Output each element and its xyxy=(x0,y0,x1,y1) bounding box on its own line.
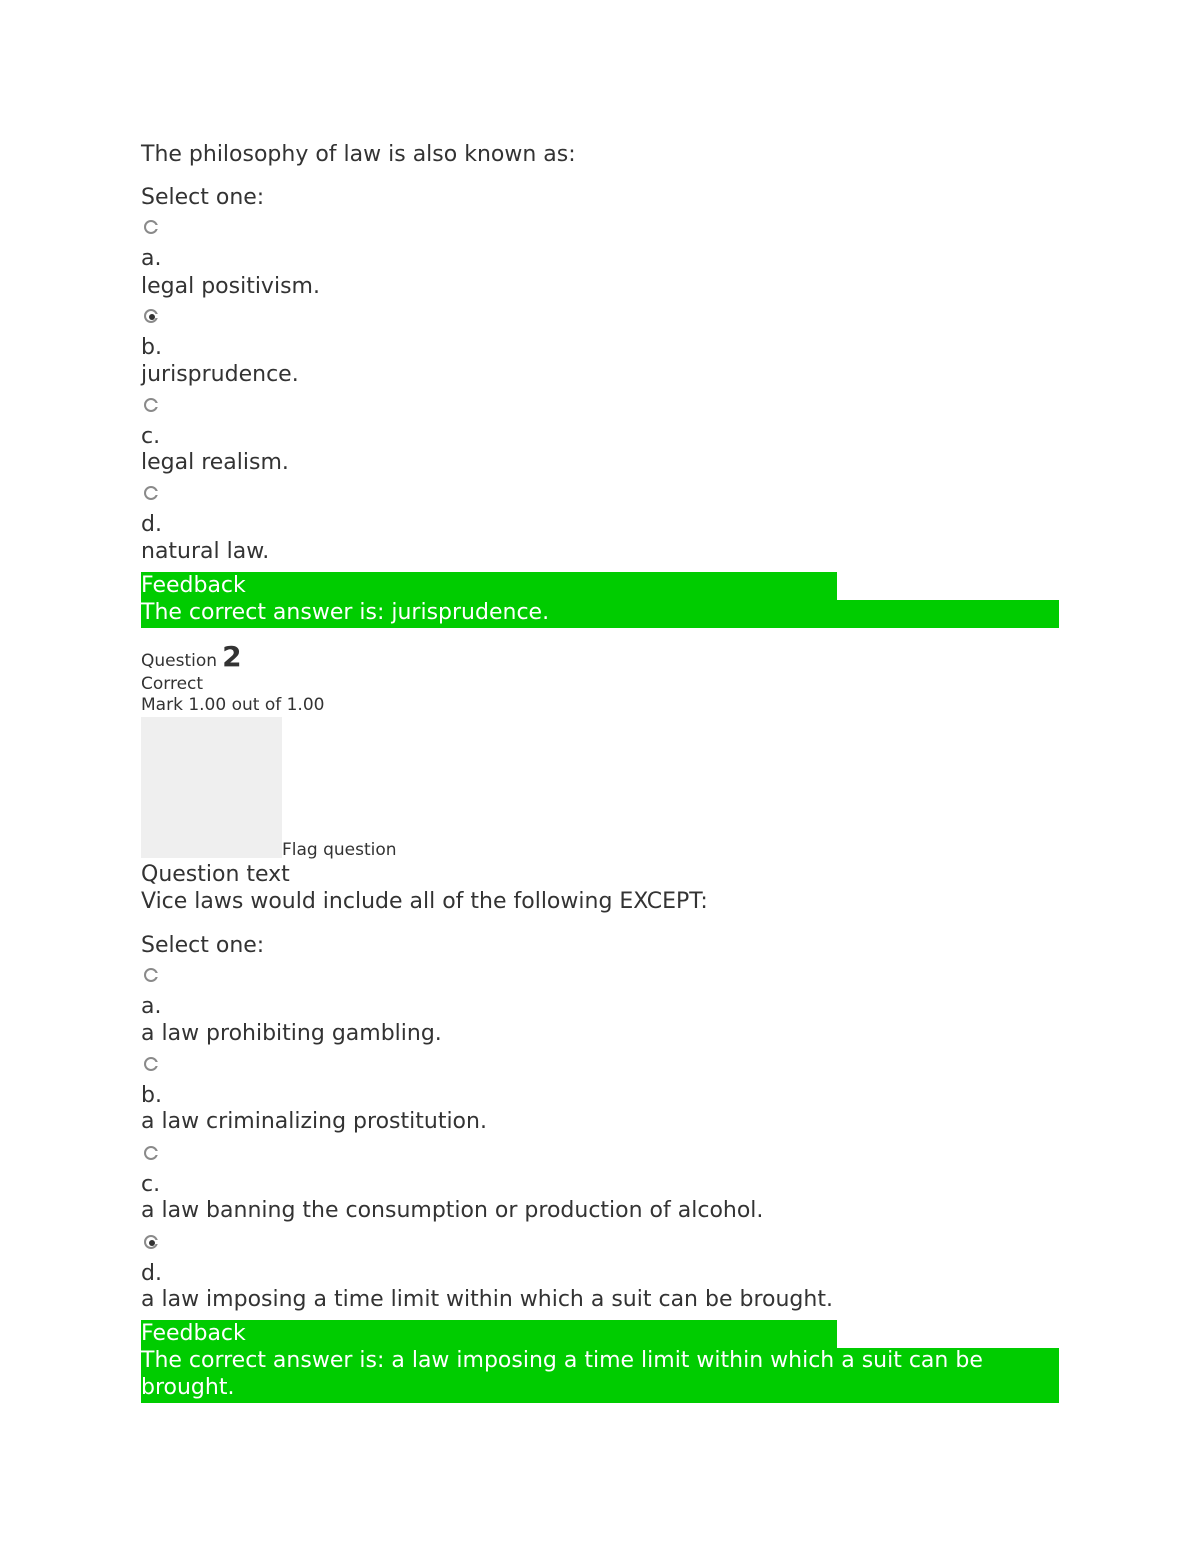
question-2-text: Vice laws would include all of the following EXCEPT: xyxy=(141,889,708,914)
q2-feedback-text-line2: brought. xyxy=(141,1375,235,1400)
q1-option-c-letter: c. xyxy=(141,424,161,449)
q1-option-a-text[interactable]: legal positivism. xyxy=(141,274,320,299)
flag-icon[interactable] xyxy=(141,717,282,858)
q1-option-d-radio[interactable] xyxy=(144,486,158,500)
question-label: Question xyxy=(141,651,218,671)
question-2-header xyxy=(141,640,242,673)
q2-option-c-text[interactable]: a law banning the consumption or production of alcohol. xyxy=(141,1198,764,1223)
q2-feedback-label: Feedback xyxy=(141,1321,246,1346)
q2-option-c-letter: c. xyxy=(141,1172,161,1197)
q1-feedback-text: The correct answer is: jurisprudence. xyxy=(141,600,550,625)
question-1-text: The philosophy of law is also known as: xyxy=(141,142,576,167)
question-number: 2 xyxy=(222,640,242,673)
q2-option-d-radio[interactable] xyxy=(144,1235,158,1249)
q1-option-b-text[interactable]: jurisprudence. xyxy=(141,362,299,387)
question-2-select-label: Select one: xyxy=(141,933,265,958)
q2-option-c-radio[interactable] xyxy=(144,1146,158,1160)
q1-option-d-text[interactable]: natural law. xyxy=(141,539,270,564)
q1-option-c-text[interactable]: legal realism. xyxy=(141,450,289,475)
q1-option-a-radio[interactable] xyxy=(144,220,158,234)
q1-option-d-letter: d. xyxy=(141,512,162,537)
q1-option-c-radio[interactable] xyxy=(144,398,158,412)
q2-option-a-radio[interactable] xyxy=(144,968,158,982)
q2-option-a-letter: a. xyxy=(141,994,162,1019)
q2-option-b-letter: b. xyxy=(141,1083,162,1108)
question-1-select-label: Select one: xyxy=(141,185,265,210)
question-2-status: Correct xyxy=(141,674,204,694)
q1-option-a-letter: a. xyxy=(141,246,162,271)
q2-option-b-radio[interactable] xyxy=(144,1057,158,1071)
q2-option-a-text[interactable]: a law prohibiting gambling. xyxy=(141,1021,442,1046)
selected-dot-icon xyxy=(149,314,155,320)
q2-option-d-letter: d. xyxy=(141,1261,162,1286)
q1-option-b-letter: b. xyxy=(141,335,162,360)
q2-feedback-text-line1: The correct answer is: a law imposing a time limit within which a suit can be xyxy=(141,1348,983,1373)
question-text-label: Question text xyxy=(141,862,290,887)
question-2-mark: Mark 1.00 out of 1.00 xyxy=(141,695,325,715)
q2-option-d-text[interactable]: a law imposing a time limit within which a suit can be brought. xyxy=(141,1287,833,1312)
q1-feedback-label: Feedback xyxy=(141,573,246,598)
q1-option-b-radio[interactable] xyxy=(144,309,158,323)
q2-option-b-text[interactable]: a law criminalizing prostitution. xyxy=(141,1109,487,1134)
selected-dot-icon xyxy=(149,1240,155,1246)
flag-question-link[interactable]: Flag question xyxy=(282,840,397,860)
